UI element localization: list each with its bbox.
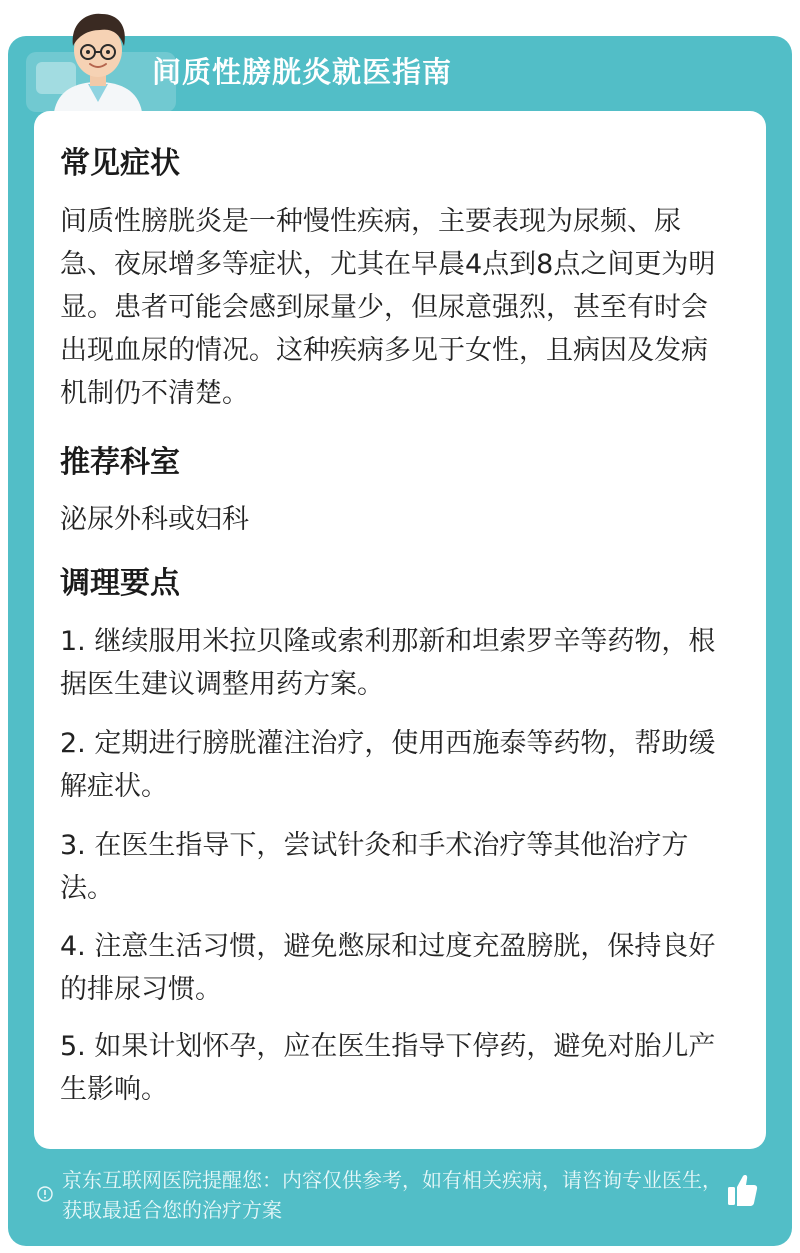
- symptoms-text: 间质性膀胱炎是一种慢性疾病，主要表现为尿频、尿急、夜尿增多等症状，尤其在早晨4点到8点之间更为明显。患者可能会感到尿量少，但尿意强烈，甚至有时会出现血尿的情况。这种疾病多见于女性，且病因及发病机制仍不清楚。: [60, 206, 716, 409]
- doctor-avatar: [48, 6, 148, 112]
- care-item-2: 2. 定期进行膀胱灌注治疗，使用西施泰等药物，帮助缓解症状。: [60, 728, 716, 802]
- thumbs-up-icon[interactable]: [726, 1172, 758, 1208]
- care-item-5: 5. 如果计划怀孕，应在医生指导下停药，避免对胎儿产生影响。: [60, 1031, 716, 1105]
- care-item-3: 3. 在医生指导下，尝试针灸和手术治疗等其他治疗方法。: [60, 830, 689, 904]
- department-text: 泌尿外科或妇科: [60, 504, 249, 535]
- care-item-1: 1. 继续服用米拉贝隆或索利那新和坦索罗辛等药物，根据医生建议调整用药方案。: [60, 626, 716, 700]
- disclaimer-text: 京东互联网医院提醒您：内容仅供参考，如有相关疾病，请咨询专业医生，获取最适合您的治疗方案: [62, 1168, 722, 1222]
- department-heading: 推荐科室: [60, 445, 180, 480]
- care-item-4: 4. 注意生活习惯，避免憋尿和过度充盈膀胱，保持良好的排尿习惯。: [60, 931, 716, 1005]
- info-icon: [37, 1186, 53, 1202]
- symptoms-heading: 常见症状: [60, 146, 180, 181]
- care-heading: 调理要点: [60, 566, 180, 601]
- page-title: 间质性膀胱炎就医指南: [152, 55, 453, 89]
